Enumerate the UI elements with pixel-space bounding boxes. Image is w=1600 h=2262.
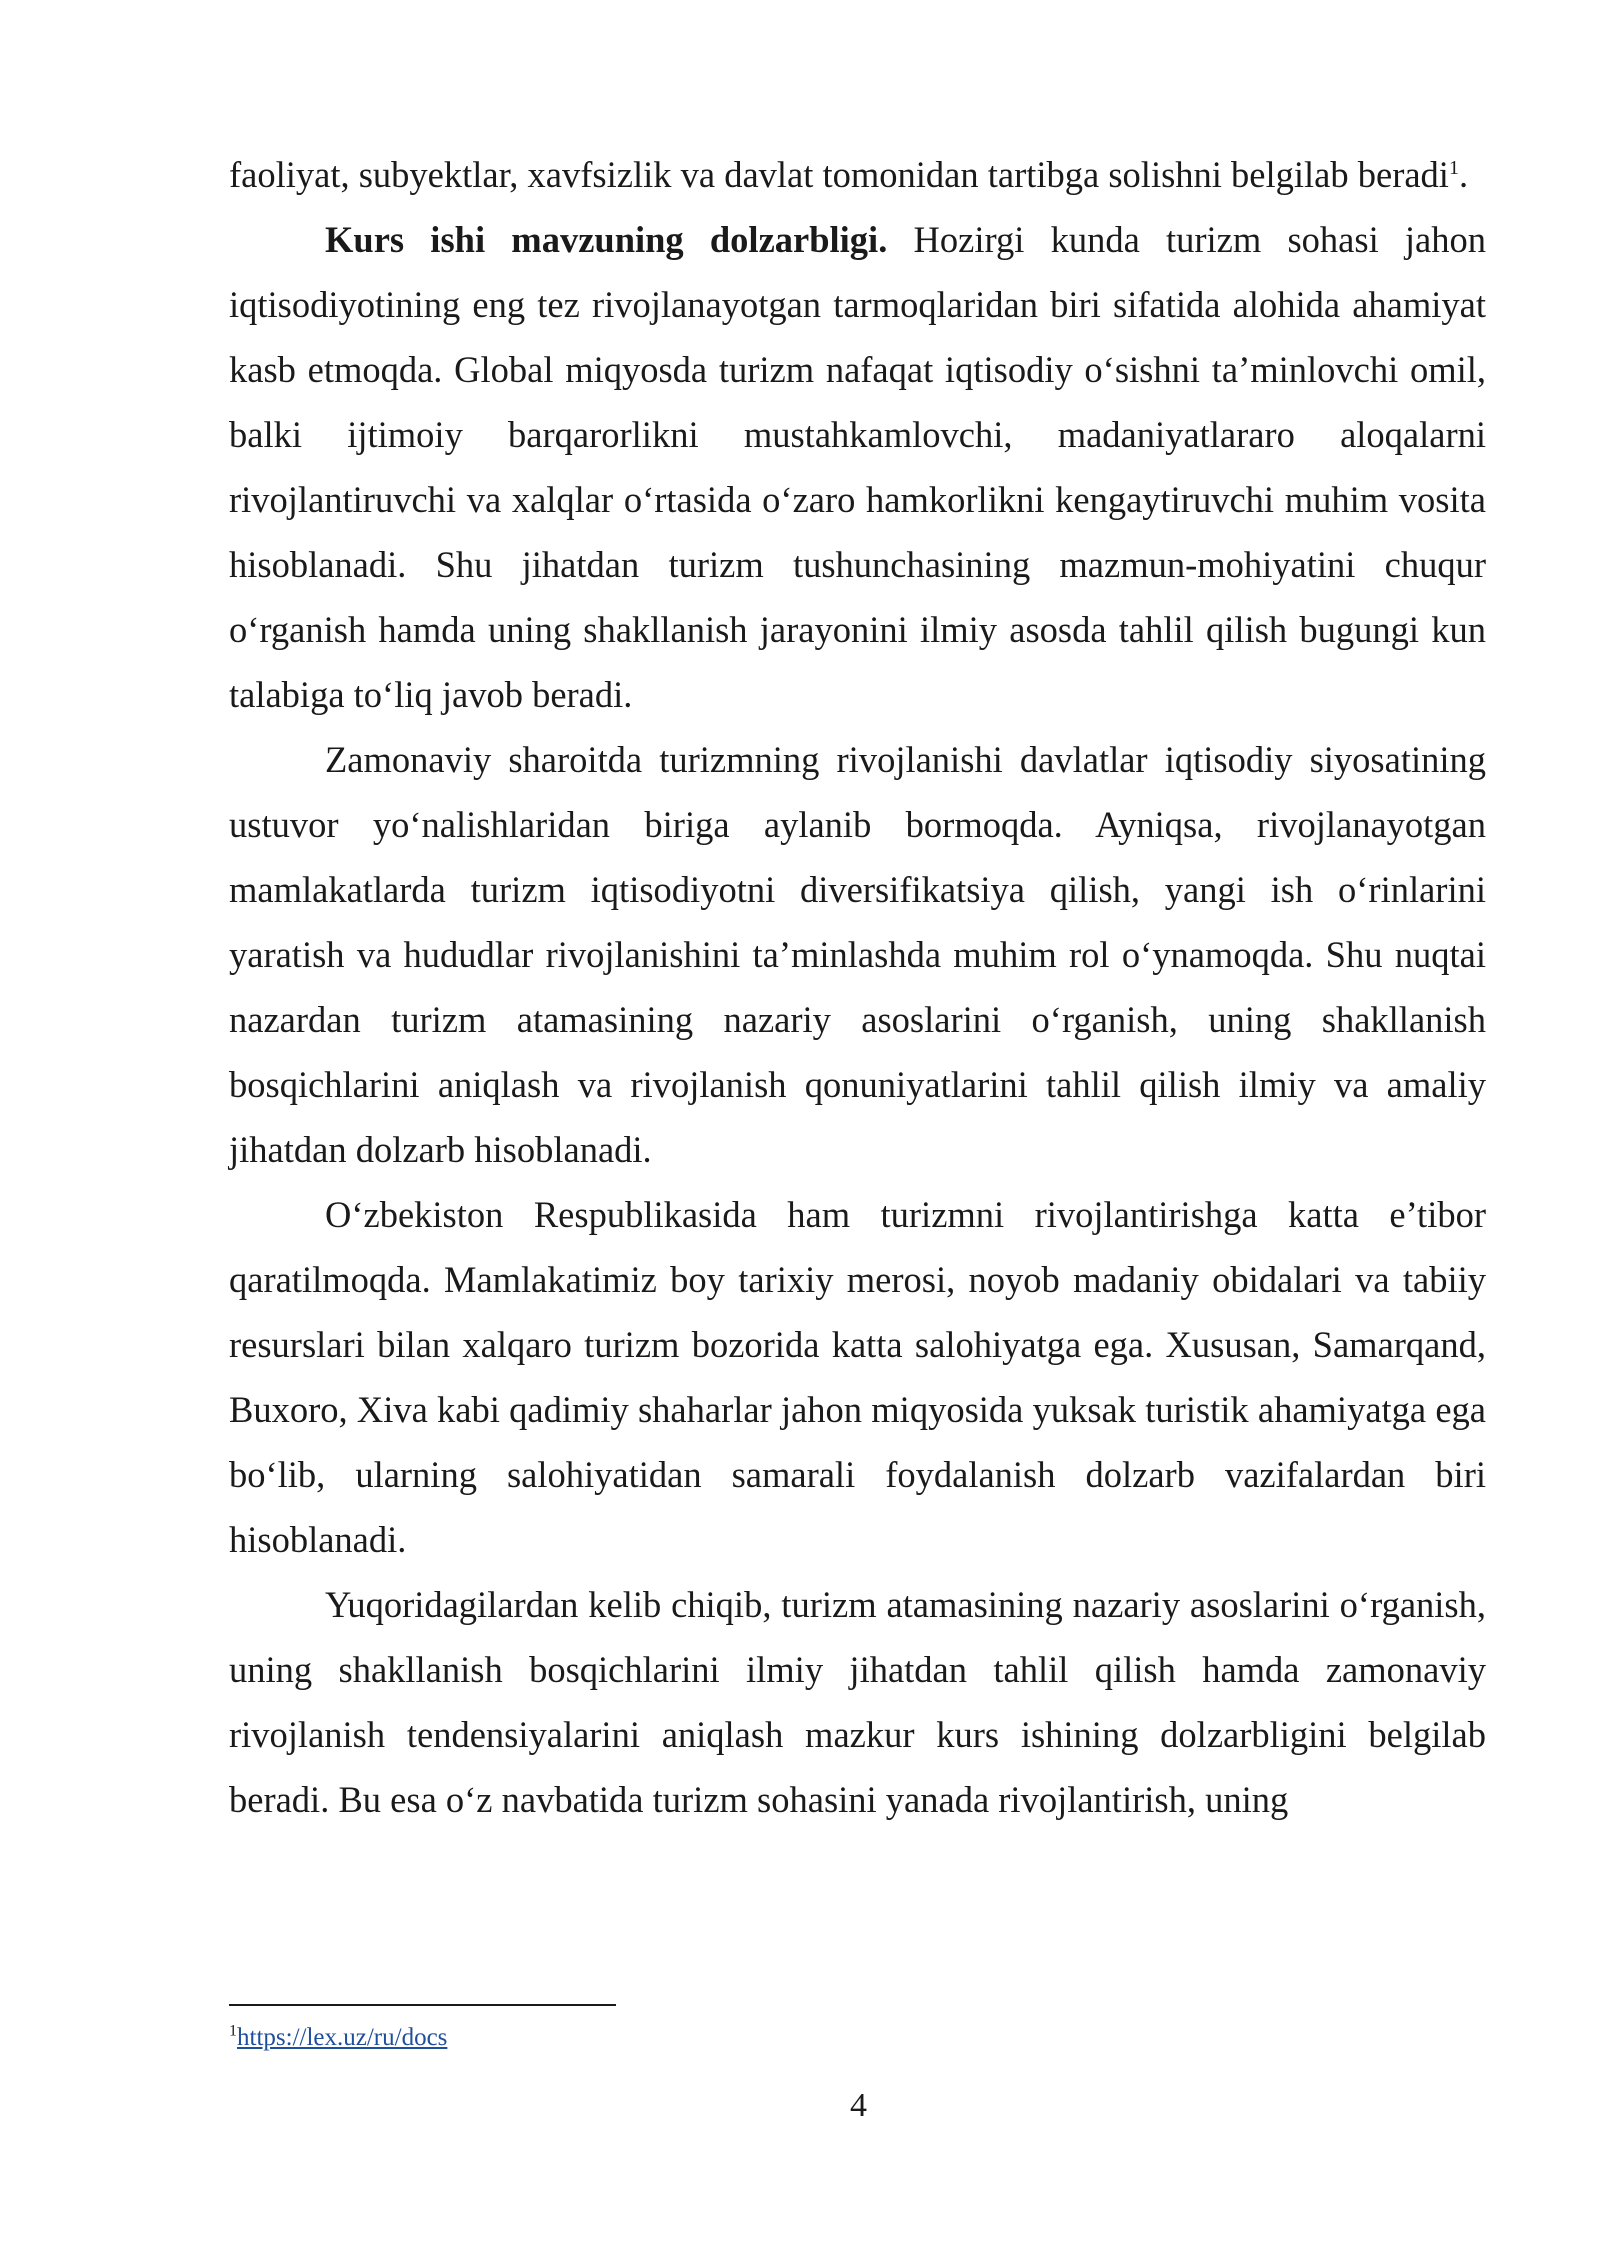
paragraph-uzbekistan: [229, 1182, 1486, 1572]
paragraph-text: faoliyat, subyektlar, xavfsizlik va davlat tomonidan tartibga solishni belgilab beradi: [229, 154, 1449, 195]
paragraph-text: Yuqoridagilardan kelib chiqib, turizm atamasining nazariy asoslarini o‘rganish, uning shakllanish bosqichlarini ilmiy jihatdan tahlil qilish hamda zamonaviy rivojlanish tendensiyalarini aniqlash mazkur kurs ishining dolzarbligini belgilab beradi. Bu esa o‘z navbatida turizm sohasini yanada rivojlantirish, uning: [229, 1584, 1486, 1820]
paragraph-modern-conditions: [229, 727, 1486, 1182]
footnote-reference[interactable]: 1: [1448, 156, 1459, 179]
body-text: [229, 142, 1486, 1832]
paragraph-continuation: [229, 142, 1486, 207]
paragraph-text: O‘zbekiston Respublikasida ham turizmni rivojlantirishga katta e’tibor qaratilmoqda. Mamlakatimiz boy tarixiy merosi, noyob madaniy obidalari va tabiiy resurslari bilan xalqaro turizm bozorida katta salohiyatga ega. Xususan, Samarqand, Buxoro, Xiva kabi qadimiy shaharlar jahon miqyosida yuksak turistik ahamiyatga ega bo‘lib, ularning salohiyatidan samarali foydalanish dolzarb vazifalardan biri hisoblanadi.: [229, 1194, 1486, 1560]
paragraph-relevance: [229, 207, 1486, 727]
section-heading: Kurs ishi mavzuning dolzarbligi.: [325, 219, 888, 260]
paragraph-text: Hozirgi kunda turizm sohasi jahon iqtisodiyotining eng tez rivojlanayotgan tarmoqlaridan biri sifatida alohida ahamiyat kasb etmoqda. Global miqyosda turizm nafaqat iqtisodiy o‘sishni ta’minlovchi omil, balki ijtimoiy barqarorlikni mustahkamlovchi, madaniyatlararo aloqalarni rivojlantiruvchi va xalqlar o‘rtasida o‘zaro hamkorlikni kengaytiruvchi muhim vosita hisoblanadi. Shu jihatdan turizm tushunchasining mazmun-mohiyatini chuqur o‘rganish hamda uning shakllanish jarayonini ilmiy asosda tahlil qilish bugungi kun talabiga to‘liq javob beradi.: [229, 219, 1486, 715]
footnote: [229, 2022, 447, 2054]
paragraph-conclusion: [229, 1572, 1486, 1832]
paragraph-tail: .: [1458, 154, 1469, 195]
footnote-separator: [229, 2004, 616, 2006]
footnote-number: 1: [229, 2022, 237, 2040]
paragraph-text: Zamonaviy sharoitda turizmning rivojlanishi davlatlar iqtisodiy siyosatining ustuvor yo‘nalishlaridan biriga aylanib bormoqda. Ayniqsa, rivojlanayotgan mamlakatlarda turizm iqtisodiyotni diversifikatsiya qilish, yangi ish o‘rinlarini yaratish va hududlar rivojlanishini ta’minlashda muhim rol o‘ynamoqda. Shu nuqtai nazardan turizm atamasining nazariy asoslarini o‘rganish, uning shakllanish bosqichlarini aniqlash va rivojlanish qonuniyatlarini tahlil qilish ilmiy va amaliy jihatdan dolzarb hisoblanadi.: [229, 739, 1486, 1170]
page-number: 4: [850, 2087, 867, 2124]
footnote-link[interactable]: https://lex.uz/ru/docs: [237, 2024, 448, 2051]
